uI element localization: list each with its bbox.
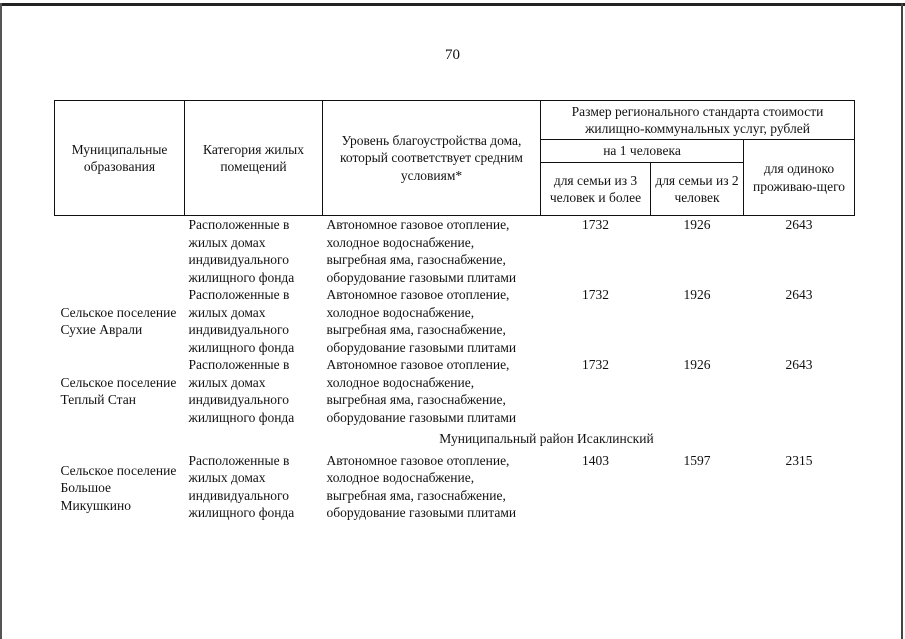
cell-municipality: Сельское поселение Теплый Стан <box>60 374 177 407</box>
page-number: 70 <box>445 47 460 63</box>
cell-municipality: Сельское поселение Сухие Аврали <box>60 304 177 337</box>
scan-edge-left <box>0 3 2 639</box>
cell-municipality <box>55 216 185 287</box>
cell-family-3: 1732 <box>582 217 609 232</box>
cell-family-2: 1597 <box>683 452 711 468</box>
table-header <box>55 101 855 216</box>
cell-category: Расположенные в жилых домах индивидуального жилищного фонда <box>188 287 295 355</box>
header-municipal: Муниципальные образования <box>55 101 185 216</box>
housing-standard-table <box>54 100 855 522</box>
cell-family-3: 1732 <box>582 357 609 372</box>
section-row <box>55 426 855 452</box>
table-body <box>55 216 855 522</box>
header-per-person: на 1 человека <box>541 140 744 163</box>
header-standard-size: Размер регионального стандарта стоимости жилищно-коммунальных услуг, рублей <box>541 101 855 140</box>
cell-single: 2643 <box>785 287 813 302</box>
cell-comfort: Автономное газовое отопление, холодное водоснабжение, выгребная яма, газоснабжение, оборудование газовыми плитами <box>326 287 517 355</box>
cell-municipality: Сельское поселение Большое Микушкино <box>60 462 177 513</box>
cell-comfort: Автономное газовое отопление, холодное водоснабжение, выгребная яма, газоснабжение, оборудование газовыми плитами <box>326 357 517 425</box>
cell-single: 2643 <box>785 217 813 232</box>
cell-category: Расположенные в жилых домах индивидуального жилищного фонда <box>188 452 295 520</box>
header-category: Категория жилых помещений <box>185 101 323 216</box>
section-title-cell <box>55 426 855 452</box>
table-row <box>55 452 855 522</box>
header-comfort-level: Уровень благоустройства дома, который соответствует средним условиям* <box>323 101 541 216</box>
cell-comfort: Автономное газовое отопление, холодное водоснабжение, выгребная яма, газоснабжение, оборудование газовыми плитами <box>326 217 517 285</box>
cell-family-2: 1926 <box>683 287 711 302</box>
cell-single: 2643 <box>785 357 813 372</box>
scan-edge-right <box>901 3 903 639</box>
cell-family-3: 1403 <box>582 452 609 468</box>
header-family-2: для семьи из 2 человек <box>651 163 744 216</box>
table-row <box>55 216 855 287</box>
cell-category: Расположенные в жилых домах индивидуального жилищного фонда <box>188 357 295 425</box>
header-single: для одиноко проживаю-щего <box>744 140 855 216</box>
cell-comfort: Автономное газовое отопление, холодное водоснабжение, выгребная яма, газоснабжение, оборудование газовыми плитами <box>326 452 517 520</box>
cell-category: Расположенные в жилых домах индивидуального жилищного фонда <box>188 217 295 285</box>
cell-family-2: 1926 <box>683 217 711 232</box>
cell-single: 2315 <box>785 452 813 468</box>
header-family-3: для семьи из 3 человек и более <box>541 163 651 216</box>
cell-family-2: 1926 <box>683 357 711 372</box>
section-title: Муниципальный район Исаклинский <box>439 431 654 446</box>
scan-edge-top <box>0 3 905 6</box>
cell-family-3: 1732 <box>582 287 609 302</box>
table-row <box>55 286 855 356</box>
table-row <box>55 356 855 426</box>
